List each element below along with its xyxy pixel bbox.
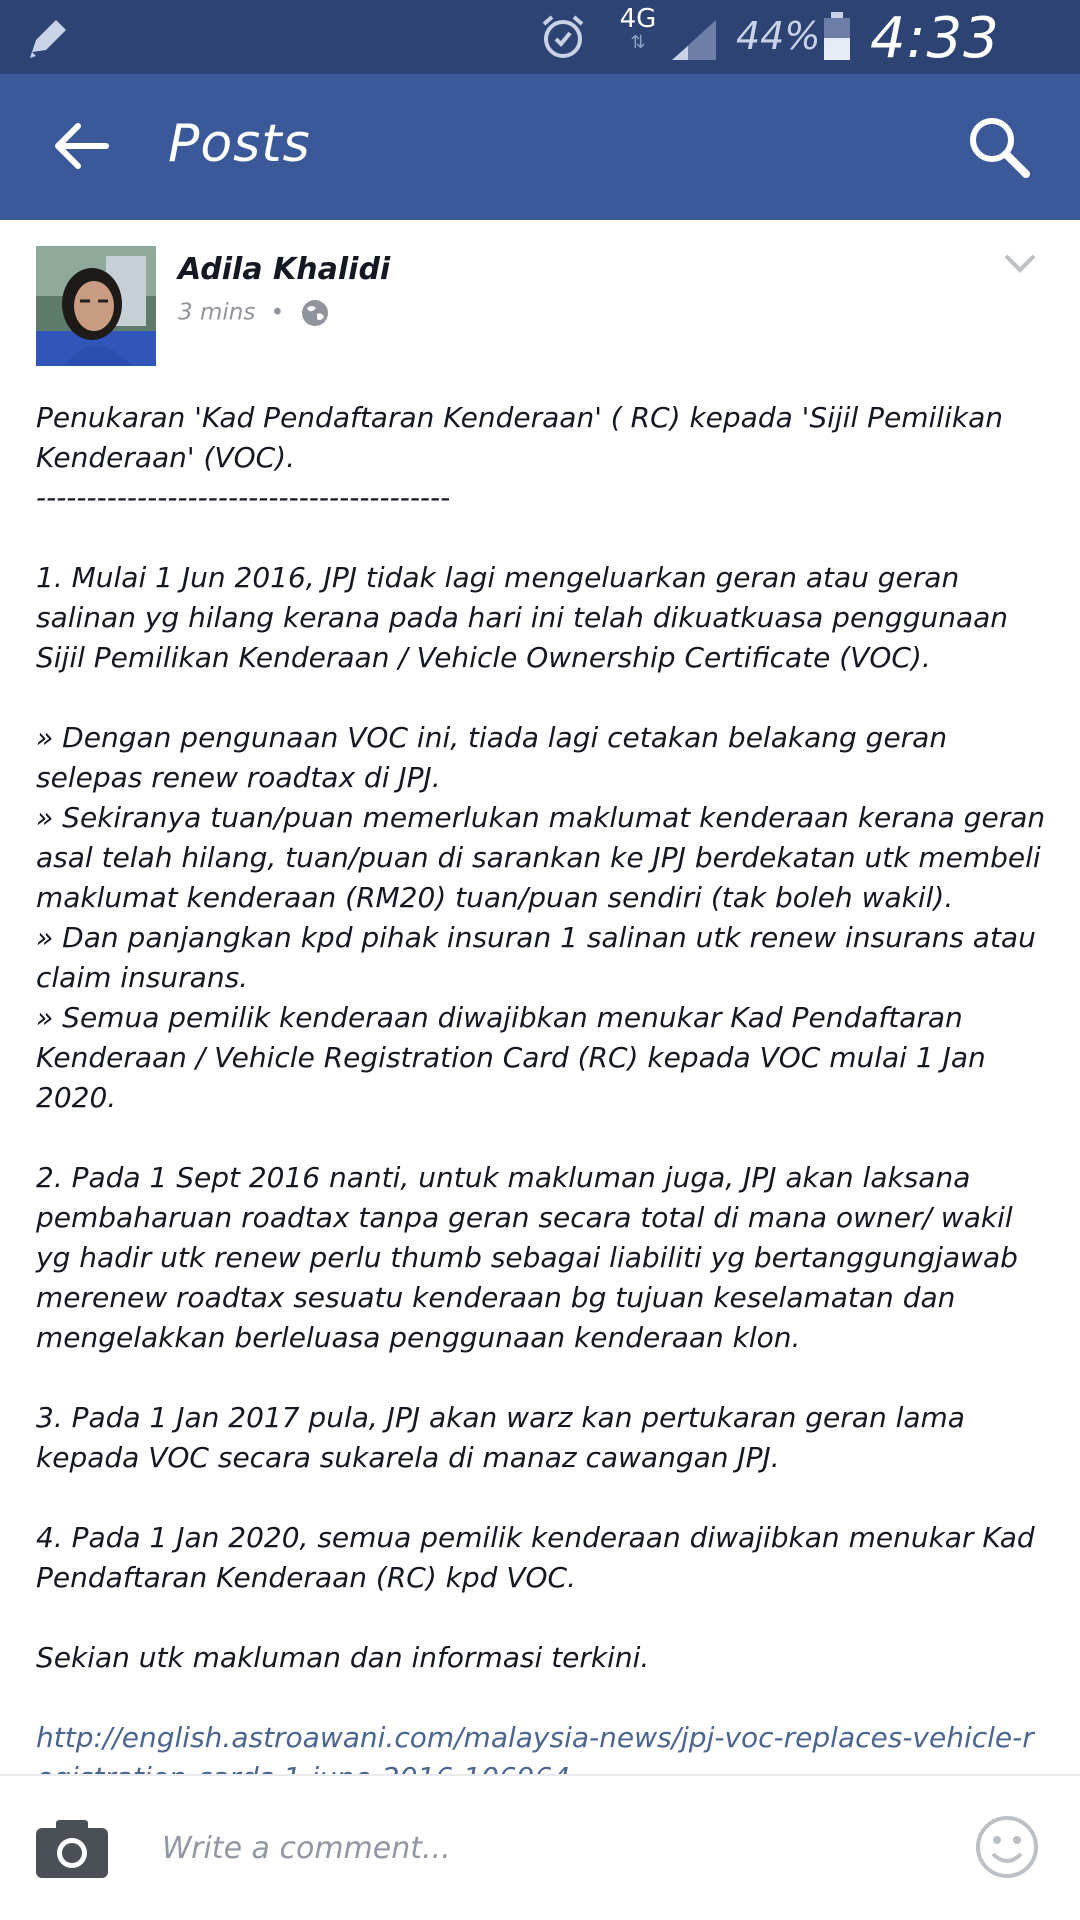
- post-meta: [178, 298, 330, 328]
- globe-icon: [300, 298, 330, 328]
- app-bar: [0, 74, 1080, 220]
- post-body: [36, 398, 1046, 1838]
- comment-bar: [0, 1776, 1080, 1920]
- bullet-item: » Dengan pengunaan VOC ini, tiada lagi cetakan belakang geran selepas renew roadtax di JPJ.: [36, 721, 948, 794]
- article-link[interactable]: http://english.astroawani.com/malaysia-news/jpj-voc-replaces-vehicle-r: [36, 1721, 1034, 1754]
- pencil-icon: [26, 16, 72, 60]
- chevron-down-icon[interactable]: [1002, 250, 1038, 276]
- paragraph-3: 3. Pada 1 Jan 2017 pula, JPJ akan warz kan pertukaran geran lama kepada VOC secara sukarela di manaz cawangan JPJ.: [36, 1401, 965, 1474]
- smiley-icon[interactable]: [974, 1814, 1040, 1880]
- paragraph-1: 1. Mulai 1 Jun 2016, JPJ tidak lagi mengeluarkan geran atau geran salinan yg hilang kerana pada hari ini telah dikuatkuasa penggunaan Sijil Pemilikan Kenderaan / Vehicle Ownership Certificate (VOC).: [36, 561, 1009, 674]
- avatar[interactable]: [36, 246, 156, 366]
- closing-text: Sekian utk makluman dan informasi terkini.: [36, 1641, 650, 1674]
- battery-percent: 44%: [736, 14, 821, 58]
- post-time: 3 mins: [178, 299, 256, 326]
- back-arrow-icon[interactable]: [50, 114, 114, 178]
- search-icon[interactable]: [964, 112, 1034, 182]
- heading-separator: -----------------------------------------: [36, 481, 451, 514]
- paragraph-4: 4. Pada 1 Jan 2020, semua pemilik kenderaan diwajibkan menukar Kad Pendaftaran Kenderaan (RC) kpd VOC.: [36, 1521, 1035, 1594]
- page-title: Posts: [168, 114, 311, 174]
- network-arrows-icon: ⇅: [630, 32, 646, 53]
- battery-icon: [822, 12, 852, 62]
- heading-line: Penukaran 'Kad Pendaftaran Kenderaan' ( RC) kepada 'Sijil Pemilikan Kenderaan' (VOC).: [36, 401, 1003, 474]
- alarm-icon: [538, 12, 588, 62]
- comment-input[interactable]: [160, 1812, 944, 1884]
- signal-icon: [670, 18, 720, 62]
- status-bar: [0, 0, 1080, 74]
- post-heading: [36, 398, 1046, 518]
- bullet-item: » Semua pemilik kenderaan diwajibkan menukar Kad Pendaftaran Kenderaan / Vehicle Registration Card (RC) kepada VOC mulai 1 Jan 2020.: [36, 1001, 986, 1114]
- camera-icon[interactable]: [34, 1816, 110, 1880]
- meta-separator: •: [270, 299, 285, 326]
- network-indicator: [616, 6, 660, 54]
- bullet-item: » Dan panjangkan kpd pihak insuran 1 salinan utk renew insurans atau claim insurans.: [36, 921, 1036, 994]
- bullet-item: » Sekiranya tuan/puan memerlukan maklumat kenderaan kerana geran asal telah hilang, tuan/puan di sarankan ke JPJ berdekatan utk membeli maklumat kenderaan (RM20) tuan/puan sendiri (tak boleh wakil).: [36, 801, 1046, 914]
- author-name[interactable]: Adila Khalidi: [178, 252, 391, 287]
- bullet-list: [36, 718, 1046, 1118]
- status-time: 4:33: [870, 6, 1000, 71]
- paragraph-2: 2. Pada 1 Sept 2016 nanti, untuk makluman juga, JPJ akan laksana pembaharuan roadtax tanpa geran secara total di mana owner/ wakil yg hadir utk renew perlu thumb sebagai liabiliti yg bertanggungjawab merenew roadtax sesuatu kenderaan bg tujuan keselamatan dan mengelakkan berleluasa penggunaan kenderaan klon.: [36, 1161, 1018, 1354]
- network-label: 4G: [619, 4, 657, 34]
